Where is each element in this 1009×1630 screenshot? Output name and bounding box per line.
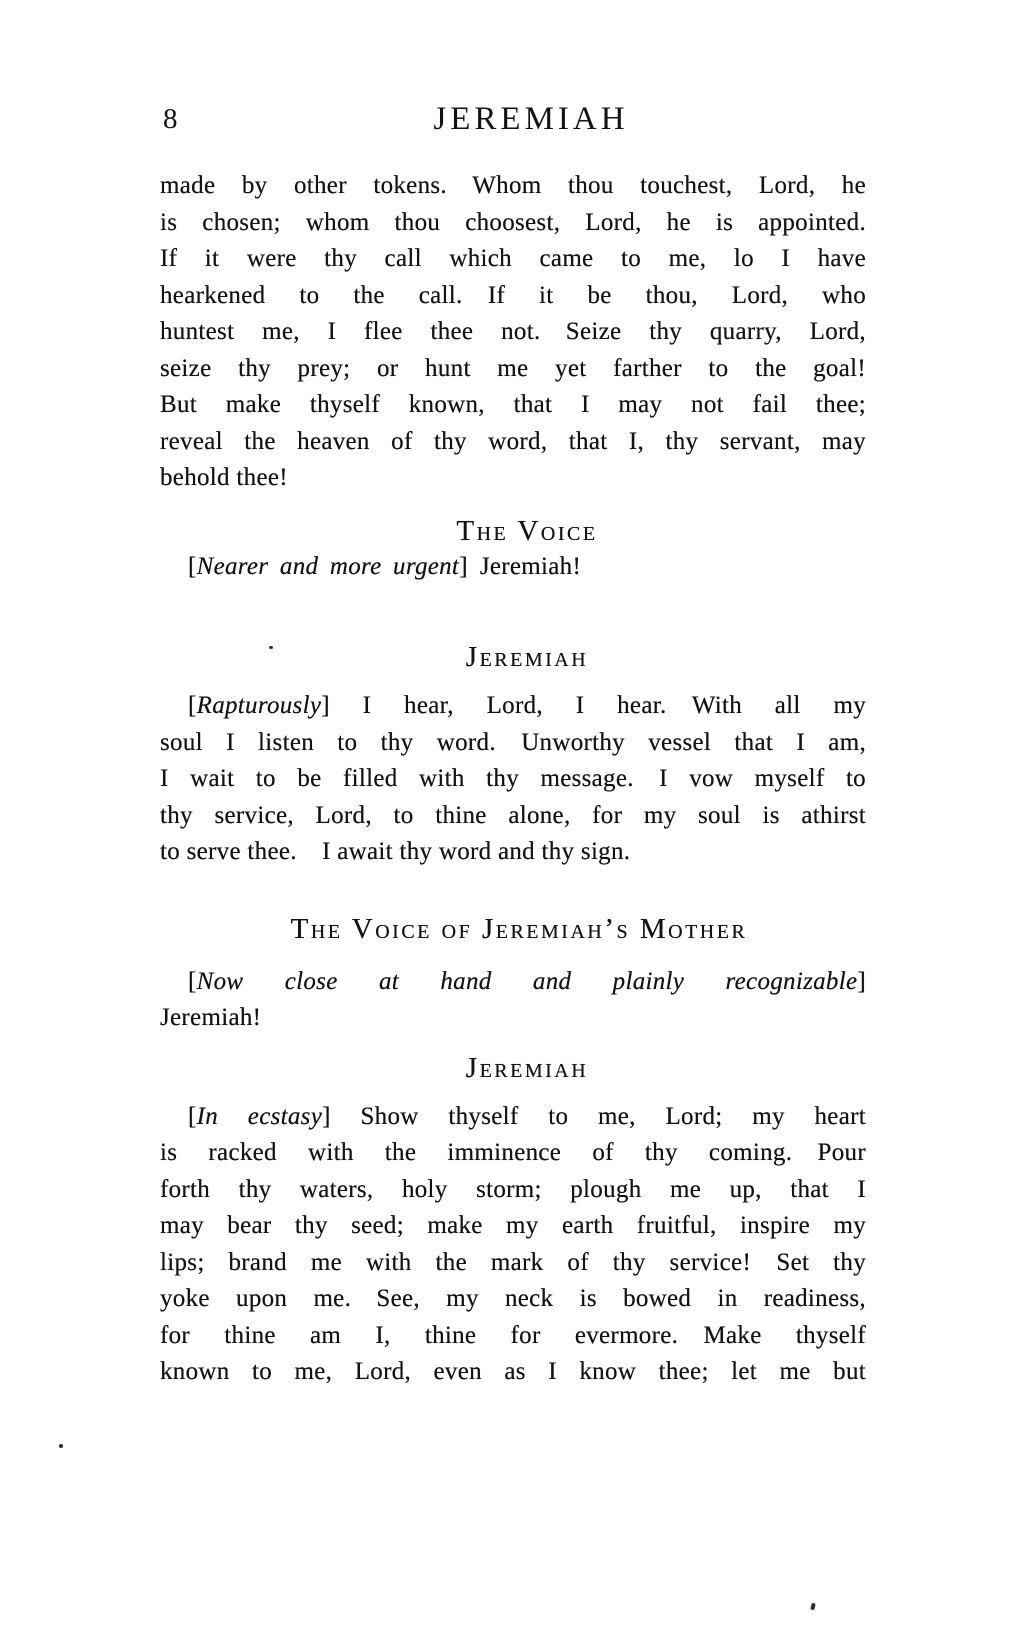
- text-block: [160, 168, 866, 1391]
- scan-speck: [810, 1603, 816, 1611]
- bracket-open: [: [188, 967, 197, 995]
- text-line: hearkened to the call. If it be thou, Lord, who: [160, 281, 866, 309]
- stage-direction-text: Nearer and more urgent: [196, 552, 460, 580]
- text-line: yoke upon me. See, my neck is bowed in readiness,: [160, 1285, 866, 1312]
- bracket-close: ]: [459, 552, 468, 580]
- speaker-heading-mother: The Voice of Jeremiah’s Mother: [290, 912, 748, 945]
- bracket-open: [: [188, 552, 197, 580]
- text-line: behold thee!: [160, 464, 288, 491]
- text-line: [160, 688, 866, 725]
- page-number: 8: [163, 103, 178, 135]
- speech-text: I hear, Lord, I hear. With all my: [329, 692, 866, 719]
- opening-paragraph: [160, 168, 866, 497]
- text-line: for thine am I, thine for evermore. Make thyself: [160, 1321, 866, 1349]
- speaker-heading-jeremiah: Jeremiah: [465, 1051, 589, 1084]
- stage-direction-text: In ecstasy: [196, 1102, 323, 1130]
- jeremiah-speech-paragraph: [160, 1099, 866, 1391]
- stage-direction-mother: [160, 964, 866, 1037]
- text-line: But make thyself known, that I may not fail thee;: [160, 391, 866, 418]
- text-line: [160, 1099, 866, 1136]
- speaker-heading-voice: The Voice: [456, 514, 598, 547]
- text-line: soul I listen to thy word. Unworthy vessel that I am,: [160, 728, 866, 756]
- speaker-heading-jeremiah: Jeremiah: [465, 641, 589, 673]
- speech-text: Jeremiah!: [479, 552, 582, 580]
- text-line: to serve thee. I await thy word and thy sign.: [160, 838, 631, 865]
- text-line: reveal the heaven of thy word, that I, thy servant, may: [160, 427, 866, 455]
- jeremiah-speech-paragraph: [160, 688, 866, 871]
- text-line: lips; brand me with the mark of thy service! Set thy: [160, 1248, 866, 1276]
- text-line: thy service, Lord, to thine alone, for my soul is athirst: [160, 801, 866, 829]
- stage-direction-text: Now close at hand and plainly recognizable: [196, 967, 858, 995]
- scan-speck: [59, 1444, 63, 1448]
- bracket-close: ]: [322, 1102, 331, 1130]
- text-line: forth thy waters, holy storm; plough me up, that I: [160, 1175, 866, 1203]
- bracket-close: ]: [321, 692, 330, 719]
- bracket-close: ]: [857, 967, 866, 995]
- stage-direction-voice: [160, 549, 866, 586]
- text-line: [160, 964, 866, 1001]
- text-line: If it were thy call which came to me, lo I have: [160, 245, 866, 272]
- running-header: JEREMIAH: [433, 101, 629, 137]
- text-line: is chosen; whom thou choosest, Lord, he is appointed.: [160, 208, 866, 236]
- text-line: seize thy prey; or hunt me yet farther to the goal!: [160, 354, 866, 382]
- bracket-open: [: [188, 692, 197, 719]
- text-line: I wait to be filled with thy message. I vow myself to: [160, 765, 866, 792]
- speech-text: Jeremiah!: [160, 1004, 262, 1031]
- scan-speck: [269, 646, 273, 649]
- text-line: made by other tokens. Whom thou touchest, Lord, he: [160, 172, 866, 199]
- text-line: huntest me, I flee thee not. Seize thy quarry, Lord,: [160, 318, 866, 345]
- text-line: may bear thy seed; make my earth fruitful, inspire my: [160, 1212, 866, 1239]
- bracket-open: [: [188, 1102, 197, 1130]
- speech-text: Show thyself to me, Lord; my heart: [330, 1102, 866, 1130]
- stage-direction-text: Rapturously: [196, 692, 322, 719]
- text-line: known to me, Lord, even as I know thee; let me but: [160, 1358, 866, 1385]
- text-line: is racked with the imminence of thy coming. Pour: [160, 1139, 866, 1166]
